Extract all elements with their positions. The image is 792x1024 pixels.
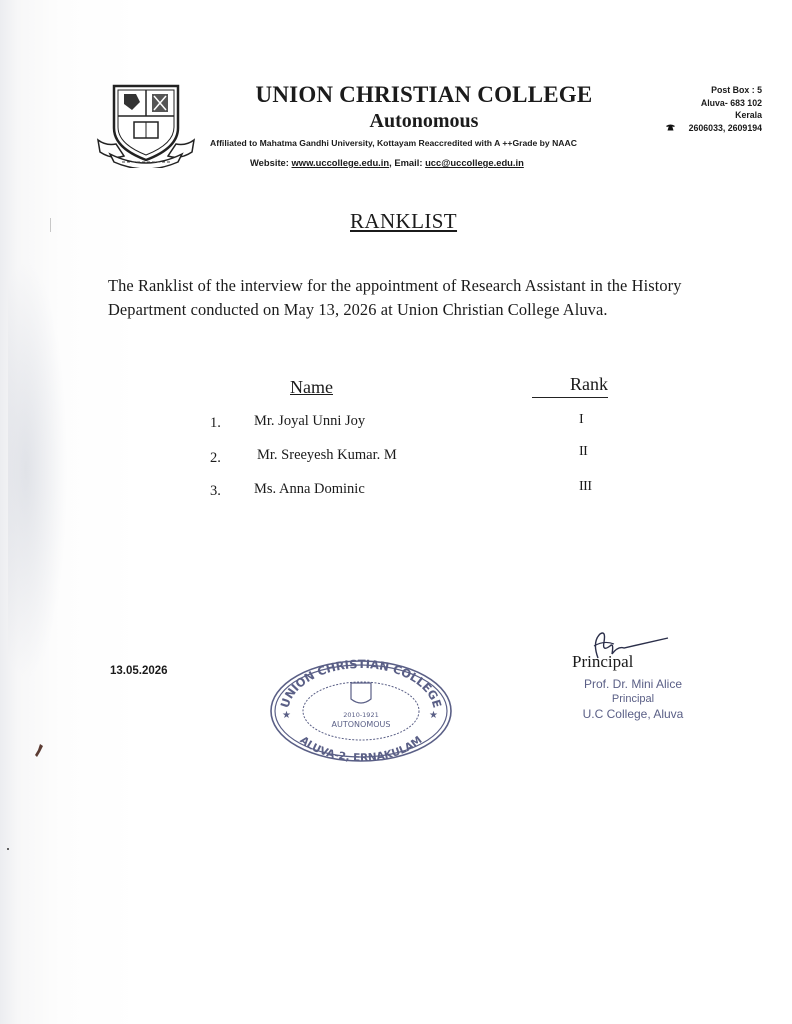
phone-line (666, 122, 762, 135)
ink-smudge (34, 744, 44, 758)
website-label: Website: (250, 157, 289, 168)
contact-line (250, 157, 580, 168)
postal-address: Aluva- 683 102 (700, 97, 762, 108)
name-column-header: Name (290, 377, 333, 397)
row-number: 1. (210, 415, 221, 431)
seal-top-text: UNION CHRISTIAN COLLEGE (277, 656, 445, 710)
row-number: 2. (210, 450, 221, 466)
signatory-title: Principal (572, 652, 634, 671)
candidate-name: Ms. Anna Dominic (254, 481, 365, 497)
state: Kerala (735, 110, 762, 120)
svg-text:ALUVA-2, ERNAKULAM (298, 734, 425, 764)
scan-mark (50, 218, 51, 232)
post-box: Post Box : 5 (711, 85, 762, 95)
scan-shadow (8, 260, 68, 680)
document-title: RANKLIST (350, 209, 458, 233)
seal-middle-text: AUTONOMOUS (331, 720, 391, 729)
principal-stamp (566, 677, 700, 722)
college-crest-icon (96, 80, 196, 168)
affiliation-text: Affiliated to Mahatma Gandhi University, Kottayam Reaccredited with A ++Grade by NAAC (210, 138, 577, 148)
principal-name: Prof. Dr. Mini Alice (583, 677, 683, 691)
separator: , (389, 157, 395, 168)
rank-header-underline (532, 397, 608, 398)
postal-contact (666, 84, 762, 134)
email-label: Email: (394, 157, 423, 168)
row-number: 3. (210, 483, 221, 499)
rank-column-header: Rank (570, 374, 608, 394)
email-link[interactable]: ucc@uccollege.edu.in (425, 157, 524, 168)
candidate-rank: III (579, 479, 592, 494)
document-date: 13.05.2026 (110, 665, 168, 677)
candidate-name: Mr. Sreeyesh Kumar. M (257, 447, 397, 463)
candidate-rank: II (579, 444, 588, 459)
candidate-name: Mr. Joyal Unni Joy (254, 413, 366, 429)
college-place: U.C College, Aluva (582, 707, 684, 721)
college-name: UNION CHRISTIAN COLLEGE (255, 82, 593, 107)
candidate-rank: I (579, 412, 584, 427)
telephone-icon (666, 124, 675, 131)
phone-numbers: 2606033, 2609194 (688, 122, 762, 133)
star-icon: ★ (429, 710, 438, 721)
scan-speck (7, 848, 9, 850)
intro-paragraph: The Ranklist of the interview for the appointment of Research Assistant in the History Department conducted on May 13, 2026 at Union Christian College Aluva. (108, 276, 682, 319)
seal-year: 2010-1921 (343, 711, 379, 719)
star-icon: ★ (282, 710, 291, 721)
seal-bottom-text: ALUVA-2, ERNAKULAM (297, 734, 425, 765)
website-link[interactable]: www.uccollege.edu.in (291, 157, 390, 168)
principal-role: Principal (611, 693, 655, 705)
college-status: Autonomous (369, 110, 479, 132)
college-seal (266, 655, 456, 765)
